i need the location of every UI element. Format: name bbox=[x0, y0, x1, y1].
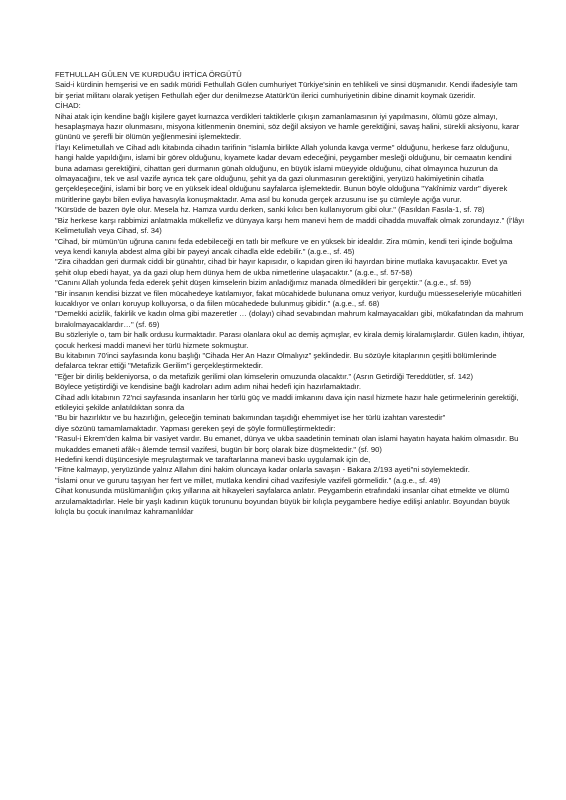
section-heading: CİHAD: bbox=[55, 101, 81, 111]
quote: "Fitne kalmayıp, yeryüzünde yalnız Allahın dini hakim oluncaya kadar onlarla savaşın - Bakara 2/193 ayeti"ni söylemektedir. bbox=[55, 465, 470, 475]
quote: "Cihad, bir mümün'ün uğruna canını feda edebileceği en tatlı bir mefkure ve en yüksek bir idealdır. Zira mümin, kendi teri içinde boğulma veya kendi kanıyla abdest alma gibi bir payeyi ancak cihadla elde edebilir." (a.g.e., sf. 45) bbox=[55, 236, 513, 256]
document-page bbox=[55, 70, 525, 517]
paragraph: Cihat konusunda müslümanlığın çıkış yıllarına ait hikayeleri sayfalarca anlatır. Peygamberin etrafındaki insanlar cihat etmekte ve ölümü arzulamaktadırlar. Hele bir yaşlı kadının küçük torununu boyundan büyük bir kılıçla peygambere hediye edilişi anlatılır. Boyundan büyük kılıçla bu çocuk inanılmaz kahramanlıklar bbox=[55, 486, 510, 517]
quote: "Biz herkese karşı rabbimizi anlatmakla mükellefiz ve dünyaya karşı hem manevi hem de maddi cihadda muvaffak olmak zorundayız." (İ'lâyı Kelimetullah veya Cihad, sf. 34) bbox=[55, 215, 525, 236]
paragraph: Böylece yetiştirdiği ve kendisine bağlı kadroları adım adım nihai hedefi için hazırlamaktadır. bbox=[55, 382, 362, 392]
quote: "Bir insanın kendisi bizzat ve filen mücahedeye katılamıyor, fakat mücahidede bulunana omuz veriyor, kurduğu müesseseleriyle mücahitleri kucaklıyor ve onları koruyup kolluyorsa, o da fiilen mücahedede bulunmuş gibidir." (a.g.e., sf. 68) bbox=[55, 288, 522, 308]
quote: "Rasul-i Ekrem'den kalma bir vasiyet vardır. Bu emanet, dünya ve ukba saadetinin teminatı olan islami hayatın hayata hakim olmasıdır. Bu mukaddes emaneti afâk-ı âlemde temsil vazifesi, bugün bir borç olarak bize düşmektedir." (sf. 90) bbox=[55, 434, 519, 454]
paragraph: diye sözünü tamamlamaktadır. Yapması gereken şeyi de şöyle formülleştirmektedir: bbox=[55, 423, 336, 433]
paragraph: Bu kitabının 70'inci sayfasında konu başlığı "Cihada Her An Hazır Olmalıyız" şeklindedir. Bu sözüyle kitaplarının çeşitli bölümlerinde defalarca tekrar ettiği "Metafizik Gerilim"i gerçekleştirmektedir. bbox=[55, 350, 497, 371]
paragraph: Nihai atak için kendine bağlı kişilere gayet kurnazca verdikleri taktiklerle çıkışın zamanlamasının iyi yapılmasını, ölümü göze almayı, hesaplaşmaya hazır olunmasını, misyona kitlenmenin önemini, söz değil aksiyon ve hamle gerektiğini, savaş halini, sürekli aksiyonu, karar gününü ve şerefli bir ölümün yeğlenmesini işlemektedir. bbox=[55, 111, 520, 142]
quote: "Canını Allah yolunda feda ederek şehit düşen kimselerin bizim anladığımız manada ölmedikleri bir gerçektir." (a.g.e., sf. 59) bbox=[55, 278, 472, 288]
quote: "Demekki acizlik, fakirlik ve kadın olma gibi mazeretler … (dolayı) cihad sevabından mahrum kalmayacakları gibi, mükafatından da mahrum bırakılmayacaklardır…" (sf. 69) bbox=[55, 309, 524, 329]
quote: "İslami onur ve gururu taşıyan her fert ve millet, mutlaka kendini cihad vazifesiyle vazifeli görmelidir." (a.g.e., sf. 49) bbox=[55, 475, 441, 485]
quote: "Eğer bir diriliş bekleniyorsa, o da metafizik gerilimi olan kimselerin omuzunda olacaktır." (Asrın Getirdiği Tereddütler, sf. 142) bbox=[55, 371, 474, 381]
quote: "Zira cihaddan geri durmak ciddi bir günahtır, cihad bir hayır kapısıdır, o kapıdan giren iki hayırdan birine mutlaka kavuşacaktır. Evet ya şehit olup ebedi hayat, ya da gazi olup hem dünya hem de ukba nimetlerine ulaşacaktır." (a.g.e., sf. 57-58) bbox=[55, 257, 508, 277]
quote: "Kürsüde de bazen öyle olur. Mesela hz. Hamza vurdu derken, sanki kılıcı ben kullanıyorum gibi olur." (Fasıldan Fasıla-1, sf. 78) bbox=[55, 205, 485, 215]
paragraph: Bu sözleriyle o, tam bir halk ordusu kurmaktadır. Parası olanlara okul ac demiş açmışlar, ev kirala demiş kiralamışlardır. Gülen kadın, ihtiyar, çocuk herkesi maddi manevi her türlü hizmete sokmuştur. bbox=[55, 330, 525, 350]
document-title: FETHULLAH GÜLEN VE KURDUĞU İRTİCA ÖRGÜTÜ bbox=[55, 70, 242, 79]
paragraph: Hedefini kendi düşüncesiyle meşrulaştırmak ve taraftarlarına manevi baskı uygulamak için de, bbox=[55, 455, 371, 465]
paragraph: Said-i kürdinin hemşerisi ve en sadık müridi Fethullah Gülen cumhuriyet Türkiye'sinin en tehlikeli ve sinsi düşmanıdır. Kendi ifadesiyle tam bir şeriat militanı olarak yetişen Fethullah eğer dur denilmezse Atatürk'ün ilerici cumhuriyetinin dibine dinamit koymak üzeridir. bbox=[55, 80, 518, 100]
paragraph: İ'layı Kelimetullah ve Cihad adlı kitabında cihadın tarifinin "islamla birlikte Allah yolunda kavga verme" olduğunu, herkese farz olduğunu, hangi halde yapıldığını, islami bir görev olduğunu, kıyamete kadar devam edeceğini, peygamber mesleği olduğunu, bir cemaatın kendini buna adaması gerektiğini, cihattan geri durmanın günah olduğunu, en büyük islami müeyyide olduğunu, cihat olmayınca huzurun da olmayacağını, tek ve asıl vazife ayrıca tek çare olduğunu, şehit ya da gazi olunmasının gerektiğini, yeryüzü hakimiyetinin cihatla gerçekleşeceğini, islami bir borç ve en yüksek ideal olduğunu sayfalarca işlemektedir. Bunun böyle olduğuna "Yakînimiz vardır" diyerek müritlerine gaybı bilen evliya havasıyla konuşmaktadır. Ama asıl bu konuda gerçek arzusunu ise şu cümleyle açığa vurur. bbox=[55, 142, 512, 204]
quote: "Bu bir hazırlıktır ve bu hazırlığın, geleceğin teminatı bakımından taşıdığı ehemmiyet ise her türlü izahtan varestedir" bbox=[55, 413, 446, 423]
paragraph: Cihad adlı kitabının 72'nci sayfasında insanların her türlü güç ve maddi imkanını dava için nasıl hizmete hazır hale getirmelerinin gerektiği, etkileyici şekilde anlatıldıktan sonra da bbox=[55, 392, 519, 412]
